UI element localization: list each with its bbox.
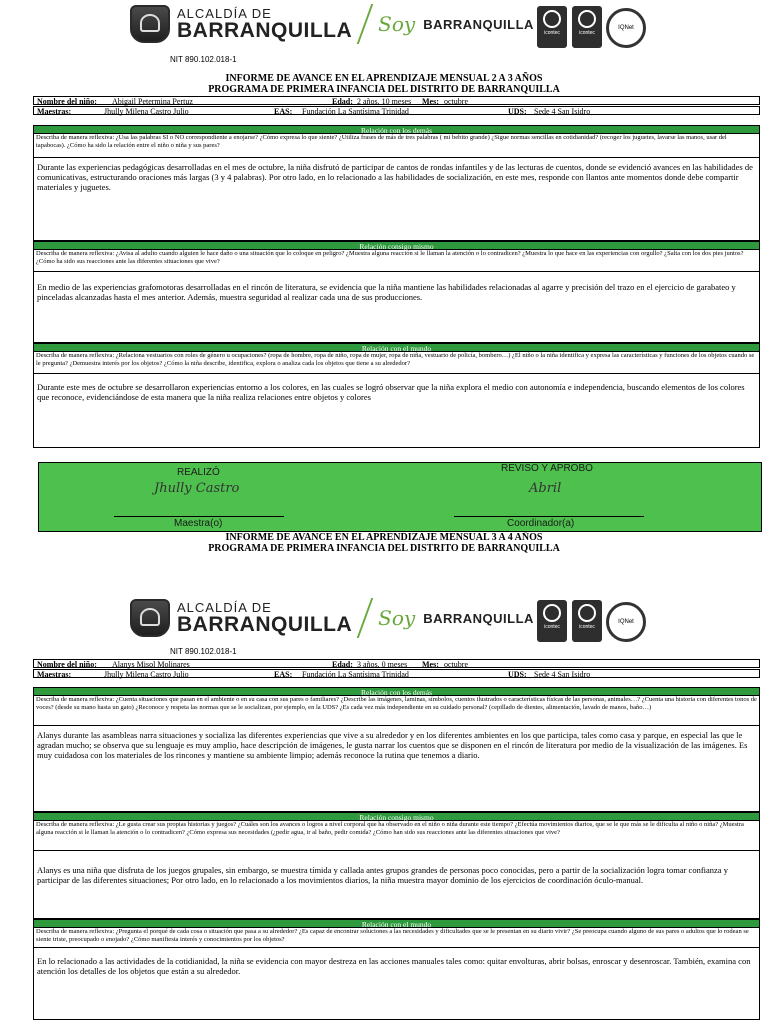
report2-title1: INFORME DE AVANCE EN EL APRENDIZAJE MENSUAL 3 A 4 AÑOS — [225, 532, 543, 543]
eas-label: EAS: — [274, 670, 293, 679]
coat-of-arms-icon — [130, 599, 170, 637]
name-label: Nombre del niño: — [37, 660, 97, 669]
name-label: Nombre del niño: — [37, 97, 97, 106]
soy-text: Soy — [378, 12, 416, 36]
icontec-cert-icon: icontec — [572, 6, 602, 48]
uds-name: Sede 4 San Isidro — [534, 670, 591, 679]
report2-info-row2 — [33, 669, 760, 678]
section-question: Describa de manera reflexiva: ¿Avisa al adulto cuando alguien le hace daño o una situación que lo coloque en peligro? ¿Muestra alguna reacción si le llaman la atención o lo contradicen? ¿Muestra lo que hace en las experiencias con orgullo? ¿Salta con los dos pies juntos? ¿Cómo ha sido sus reacciones ante las diferentes situaciones que vive? — [33, 250, 760, 272]
logo-separator — [357, 598, 374, 638]
coat-of-arms-icon — [130, 5, 170, 43]
approved-label: REVISÓ Y APROBÓ — [501, 463, 593, 474]
iqnet-cert-icon: IQNet — [606, 602, 646, 642]
coordinator-signature: Abril — [529, 481, 562, 496]
child-name: Alanys Misol Molinares — [112, 660, 190, 669]
section-header: Relación con los demás — [33, 125, 760, 134]
section-answer: Durante las experiencias pedagógicas desarrolladas en el mes de octubre, la niña disfrutó de participar de cantos de rondas infantiles y de las lecturas de cuentos, donde se evidenció avances en las habilidades de comunicativas, estructurando oraciones más largas (3 y 4 palabras). Por otro lado, en lo relacionado a las habilidades de socialización, en este mes, responde con llantos ante momentos donde debe compartir materiales y juguetes. — [33, 158, 760, 241]
alcaldia-text — [177, 601, 352, 635]
report1-info-row1 — [33, 96, 760, 105]
iqnet-cert-icon: IQNet — [606, 8, 646, 48]
logo-line1: ALCALDÍA DE — [177, 6, 272, 21]
uds-name: Sede 4 San Isidro — [534, 107, 591, 116]
section-answer: Alanys es una niña que disfruta de los juegos grupales, sin embargo, se muestra tímida y callada antes grupos grandes de personas poco conocidas, pero a partir de la socialización logra tomar confianza y participar de las diferentes situaciones; Por otro lado, en lo relacionado a los movimientos diarios, la niña muestra mayor dominio de los ejercicios de coordinación óculo-manual. — [33, 851, 760, 919]
month-label: Mes: — [422, 97, 439, 106]
coordinator-role: Coordinador(a) — [507, 518, 575, 529]
section-answer: En lo relacionado a las actividades de la cotidianidad, la niña se evidencia con mayor destreza en las acciones manuales tales como: quitar envolturas, abrir bolsas, enroscar y desenroscar. También, examina con atención los detalles de los objetos que están a su alrededor. — [33, 948, 760, 1020]
child-name: Abigail Petermina Pertuz — [112, 97, 193, 106]
section-question: Describa de manera reflexiva: ¿Pregunta el porqué de cada cosa o situación que pasa a su alrededor? ¿Es capaz de encontrar soluciones a las necesidades y dificultades que se le presentan en su diario vivir? ¿Se preocupa cuando alguno de sus pares o adultos que lo rodean se siente triste, preocupado o enojado? ¿Cómo manifiesta interés y conocimientos por los objetos? — [33, 928, 760, 948]
section-header: Relación con el mundo — [33, 343, 760, 352]
uds-label: UDS: — [508, 670, 527, 679]
section-header: Relación consigo mismo — [33, 241, 760, 250]
soy-city-text: BARRANQUILLA — [423, 610, 534, 626]
signature-box — [38, 462, 762, 532]
eas-name: Fundación La Santísima Trinidad — [302, 107, 409, 116]
eas-name: Fundación La Santísima Trinidad — [302, 670, 409, 679]
alcaldia-logo — [130, 598, 534, 638]
child-age: 2 años, 10 meses — [357, 97, 412, 106]
icontec-cert-icon: icontec — [537, 6, 567, 48]
teacher-role: Maestra(o) — [174, 518, 223, 529]
report-month: octubre — [444, 97, 468, 106]
teacher-label: Maestras: — [37, 670, 72, 679]
report1-title1: INFORME DE AVANCE EN EL APRENDIZAJE MENSUAL 2 A 3 AÑOS — [225, 73, 543, 84]
section-header: Relación con los demás — [33, 687, 760, 696]
section-header: Relación con el mundo — [33, 919, 760, 928]
month-label: Mes: — [422, 660, 439, 669]
signature-line — [114, 516, 284, 517]
section-question: Describa de manera reflexiva: ¿Le gusta crear sus propias historias y juegos? ¿Cuáles son los avances o logros a nivel corporal que ha observado en el niño o niña durante este tiempo? ¿Efectúa movimientos diarios, que se le que más se le dificulta al niño o niña? ¿Muestra alguna reacción si le llaman la atención o lo contradicen? ¿Cómo expresa sus necesidades (¿pedir agua, ir al baño, pedir comida? ¿Cómo han sido sus reacciones ante las diferentes situaciones que vive? — [33, 821, 760, 851]
report2-title2: PROGRAMA DE PRIMERA INFANCIA DEL DISTRITO DE BARRANQUILLA — [208, 543, 560, 554]
age-label: Edad: — [332, 97, 353, 106]
alcaldia-text — [177, 7, 352, 41]
teacher-name: Jhully Milena Castro Julio — [104, 670, 189, 679]
logo-separator — [357, 4, 374, 44]
section-header: Relación consigo mismo — [33, 812, 760, 821]
nit-text: NIT 890.102.018-1 — [170, 647, 237, 656]
report1-info-row2 — [33, 106, 760, 115]
report-month: octubre — [444, 660, 468, 669]
alcaldia-logo — [130, 4, 534, 44]
section-question: Describa de manera reflexiva: ¿Usa las palabras SI o NO correspondiente a enojarse? ¿Cómo expresa lo que siente? ¿Utiliza frases de más de tres palabras ( mi bebito grande) ¿Sigue normas sencillas en cotidianidad? (recoger los juguetes, lavarse las manos, usar del tapabocas). ¿Cómo ha sido la relación entre el niño o niña y sus pares? — [33, 134, 760, 158]
nit-text: NIT 890.102.018-1 — [170, 55, 237, 64]
section-answer: Alanys durante las asambleas narra situaciones y socializa las diferentes experiencias que vive a su alrededor y en los diferentes ambientes en los que participa, tales como casa y parque, en especial las que le agradan mucho; se observa que su lenguaje es muy amplio, hace descripción de imágenes, le gusta narrar los cuentos que se disponen en el rincón de literatura por medio de la visualización de las imágenes. Es muy cuidadosa con los materiales de los rincones y mantiene su ambiente limpio; además reconoce la rutina que tenemos a diario. — [33, 726, 760, 812]
logo-line1: ALCALDÍA DE — [177, 600, 272, 615]
icontec-cert-icon: icontec — [572, 600, 602, 642]
soy-text: Soy — [378, 606, 416, 630]
section-answer: Durante este mes de octubre se desarrollaron experiencias entorno a los colores, en las cuales se logró observar que la niña explora el medio con autonomía e independencia, buscando elementos de los colores que reconoce, evidenciándose de esta manera que la niña realiza relaciones entre objetos y colores — [33, 374, 760, 448]
section-answer: En medio de las experiencias grafomotoras desarrolladas en el rincón de literatura, se evidencia que la niña mantiene las habilidades relacionadas al agarre y precisión del trazo en el ejercicio de garabateo y pinceladas alcanzadas hasta el mes anterior. Además, muestra seguridad al realizar cada una de sus producciones. — [33, 272, 760, 343]
icontec-cert-icon: icontec — [537, 600, 567, 642]
uds-label: UDS: — [508, 107, 527, 116]
soy-city-text: BARRANQUILLA — [423, 16, 534, 32]
teacher-name: Jhully Milena Castro Julio — [104, 107, 189, 116]
teacher-signature: Jhully Castro — [154, 481, 240, 496]
age-label: Edad: — [332, 660, 353, 669]
made-label: REALIZÓ — [177, 467, 220, 478]
child-age: 3 años, 0 meses — [357, 660, 408, 669]
section-question: Describa de manera reflexiva: ¿Relaciona vestuarios con roles de género u ocupaciones? (ropa de hombre, ropa de niño, ropa de mujer, ropa de niña, vestuario de policía, bombero…) ¿El niño o la niña identifica y expresa las características y funciones de los objetos cuando se le pregunta? ¿Demuestra interés por los objetos? ¿Cómo la niña describe, identifica, explora o analiza cada los objetos que tiene a su alrededor? — [33, 352, 760, 374]
teacher-label: Maestras: — [37, 107, 72, 116]
eas-label: EAS: — [274, 107, 293, 116]
report2-info-row1 — [33, 659, 760, 668]
logo-line2: BARRANQUILLA — [177, 613, 353, 636]
report1-title2: PROGRAMA DE PRIMERA INFANCIA DEL DISTRITO DE BARRANQUILLA — [208, 84, 560, 95]
signature-line — [454, 516, 644, 517]
logo-line2: BARRANQUILLA — [177, 19, 353, 42]
section-question: Describa de manera reflexiva: ¿Cuenta situaciones que pasan en el ambiente o en su casa con sus pares o familiares? ¿Describe las imágenes, laminas, símbolos, cuentos ilustrados o características físicas de las personas, animales…? ¿Cuenta una historia con diferentes tonos de voces? (desde su mano hasta un gato) ¿Reconoce y respeta las normas que se le socializan, por ejemplo, en la UDS? ¿Es cada vez más independiente en su cuidado personal? (cepillado de dientes, alimentación, lavado de manos, baño…) — [33, 696, 760, 726]
